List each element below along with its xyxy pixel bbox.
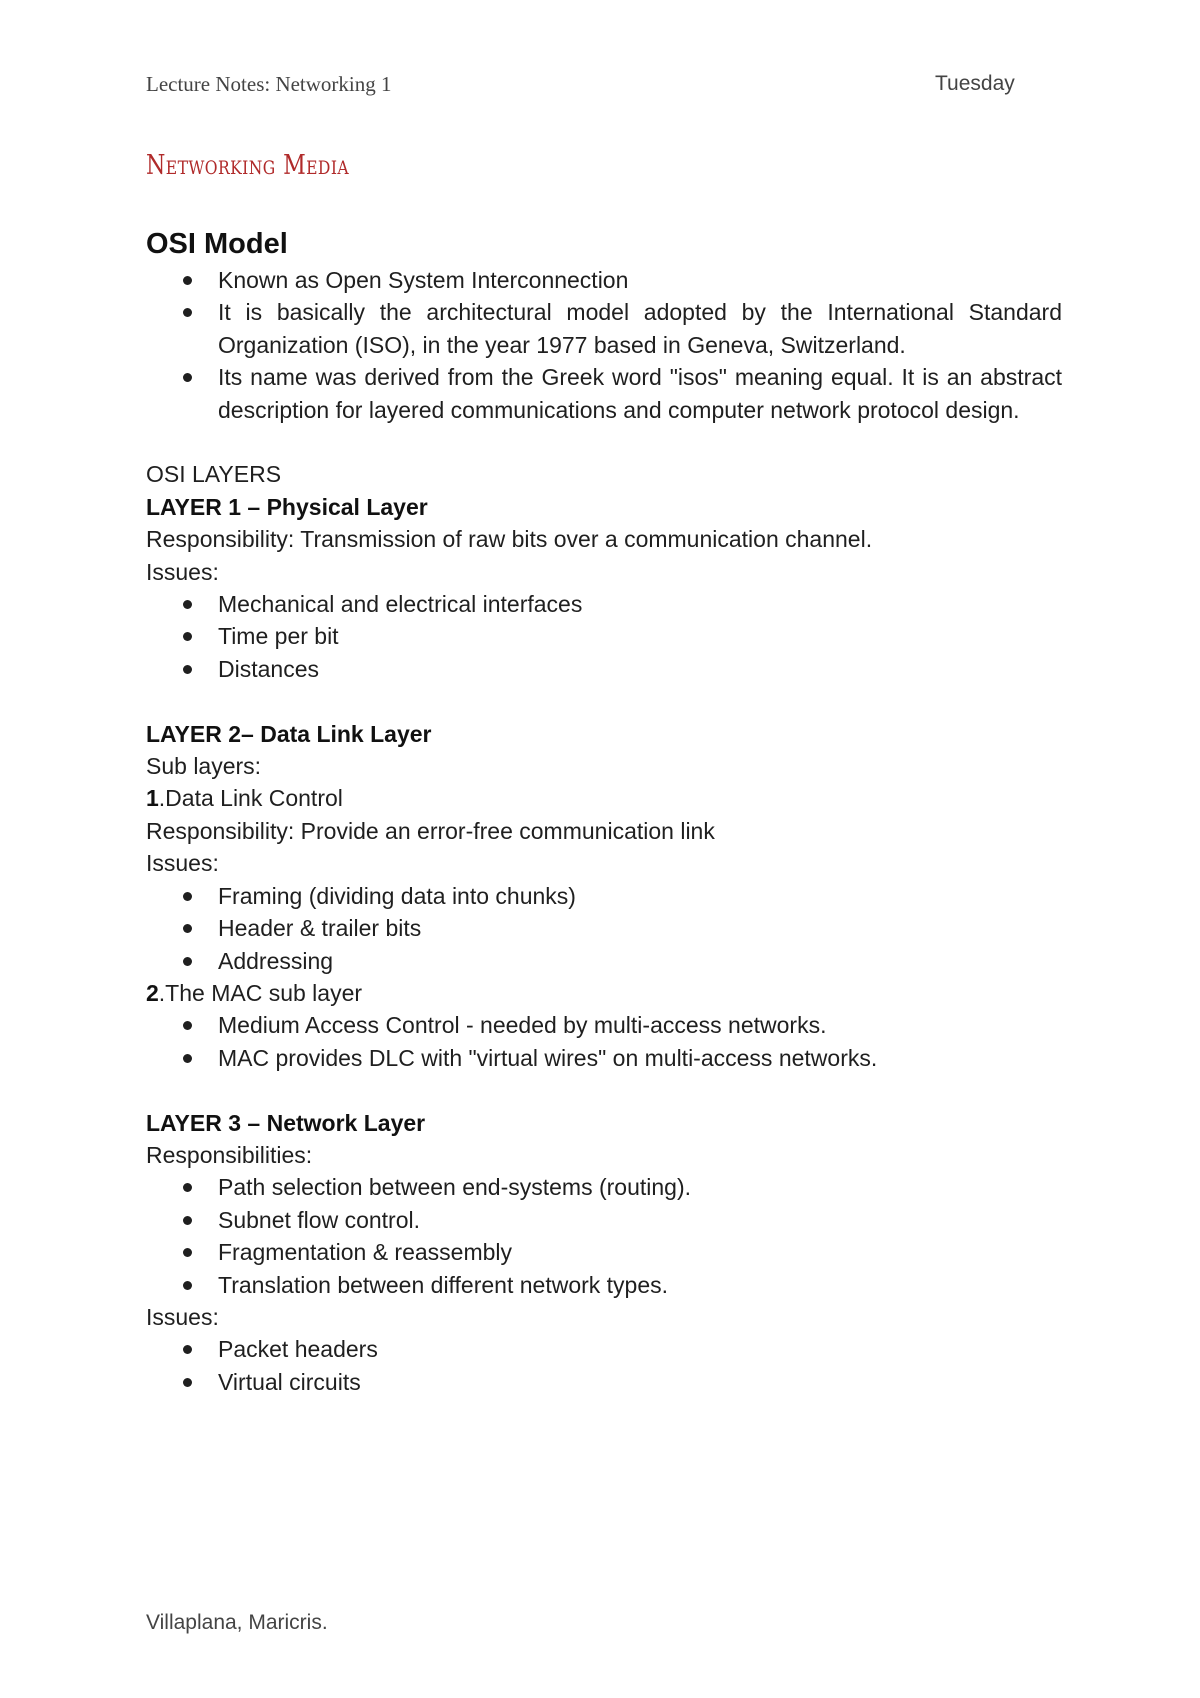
- list-item: Virtual circuits: [218, 1366, 1062, 1398]
- osi-model-heading: OSI Model: [146, 228, 288, 260]
- list-item: MAC provides DLC with "virtual wires" on multi-access networks.: [218, 1042, 1062, 1074]
- layer1-issues-list: [146, 588, 1062, 685]
- layer2-sub2-list: [146, 1009, 1062, 1074]
- layer2-sub1-responsibility: Responsibility: Provide an error-free communication link: [146, 817, 715, 844]
- layer3-responsibilities-list: [146, 1171, 1062, 1301]
- layer3-heading: LAYER 3 – Network Layer: [146, 1109, 426, 1136]
- layer2-sub1-issues-list: [146, 880, 1062, 977]
- list-item: Packet headers: [218, 1333, 1062, 1365]
- list-item: Distances: [218, 653, 1062, 685]
- layer2-sub1-issues-label: Issues:: [146, 850, 219, 877]
- sub1-number: 1: [146, 785, 159, 812]
- osi-model-bullets: [146, 264, 1062, 426]
- list-item: Medium Access Control - needed by multi-access networks.: [218, 1009, 1062, 1041]
- header-course-title: Lecture Notes: Networking 1: [146, 72, 392, 96]
- list-item: Time per bit: [218, 620, 1062, 652]
- list-item: Header & trailer bits: [218, 912, 1062, 944]
- list-item: Its name was derived from the Greek word "isos" meaning equal. It is an abstract description for layered communications and computer network protocol design.: [218, 361, 1062, 426]
- osi-layers-label: OSI LAYERS: [146, 461, 282, 488]
- layer1-heading: LAYER 1 – Physical Layer: [146, 493, 428, 520]
- layer1-responsibility: Responsibility: Transmission of raw bits over a communication channel.: [146, 526, 873, 553]
- layer2-heading: LAYER 2– Data Link Layer: [146, 720, 432, 747]
- list-item: It is basically the architectural model adopted by the International Standard Organization (ISO), in the year 1977 based in Geneva, Switzerland.: [218, 296, 1062, 361]
- list-item: Framing (dividing data into chunks): [218, 880, 1062, 912]
- header-day: Tuesday: [935, 72, 1015, 95]
- layer2-sub1-title: [146, 782, 1062, 814]
- layer3-issues-list: [146, 1333, 1062, 1398]
- layer3-responsibilities-label: Responsibilities:: [146, 1141, 313, 1168]
- list-item: Path selection between end-systems (routing).: [218, 1171, 1062, 1203]
- footer-author: Villaplana, Maricris.: [146, 1611, 328, 1634]
- list-item: Addressing: [218, 945, 1062, 977]
- list-item: Subnet flow control.: [218, 1204, 1062, 1236]
- section-title: Networking Media: [146, 150, 350, 181]
- layer1-issues-label: Issues:: [146, 558, 219, 585]
- document-body: [146, 224, 1062, 1398]
- layer2-sub2-title: [146, 977, 1062, 1009]
- list-item: Fragmentation & reassembly: [218, 1236, 1062, 1268]
- sub1-title-text: .Data Link Control: [158, 785, 343, 812]
- list-item: Known as Open System Interconnection: [218, 264, 1062, 296]
- sub2-number: 2: [146, 979, 159, 1006]
- list-item: Mechanical and electrical interfaces: [218, 588, 1062, 620]
- layer2-sub-layers-label: Sub layers:: [146, 753, 262, 780]
- list-item: Translation between different network types.: [218, 1269, 1062, 1301]
- sub2-title-text: .The MAC sub layer: [158, 979, 363, 1006]
- layer3-issues-label: Issues:: [146, 1303, 219, 1330]
